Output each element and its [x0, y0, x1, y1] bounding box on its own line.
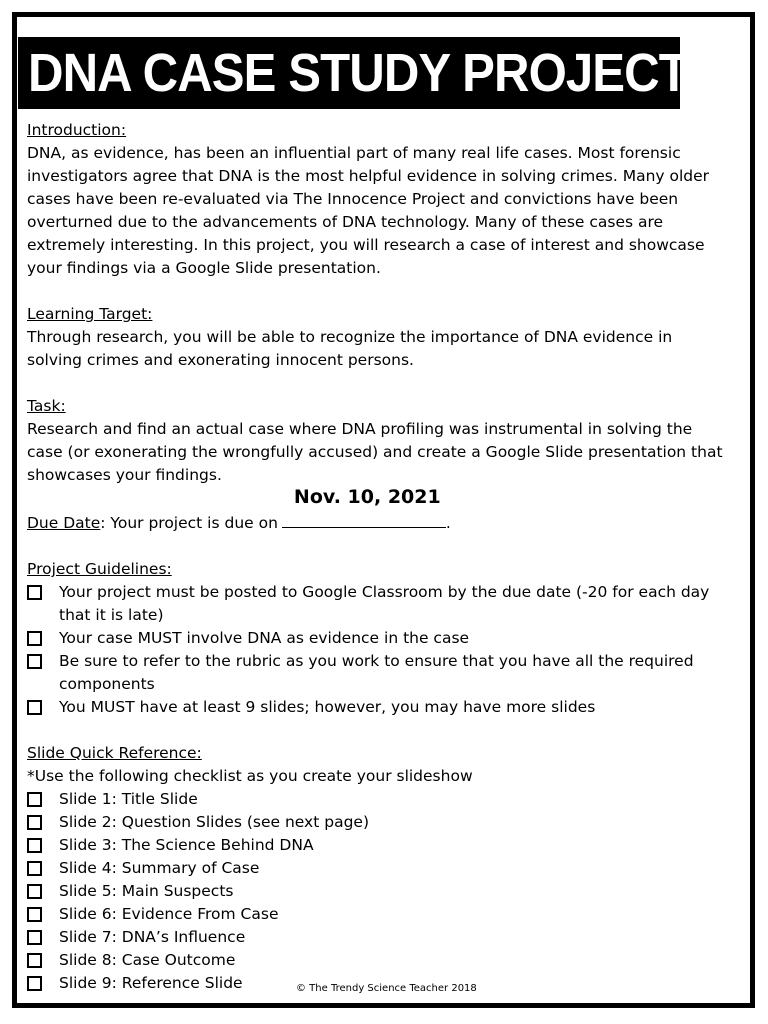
checklist-label: Slide 5: Main Suspects — [59, 882, 234, 900]
due-date-period: . — [445, 514, 451, 532]
checkbox-icon[interactable] — [27, 792, 42, 807]
checkbox-icon[interactable] — [27, 815, 42, 830]
guideline-item — [27, 696, 727, 719]
checkbox-icon[interactable] — [27, 861, 42, 876]
text-line: cases have been re-evaluated via The Innocence Project and convictions have been — [27, 190, 679, 208]
text-line: Your case MUST involve DNA as evidence in the case — [59, 629, 470, 647]
document-body — [27, 119, 727, 995]
due-date-label: Due Date — [27, 514, 101, 532]
checklist-item — [27, 788, 727, 811]
due-date-line — [27, 486, 727, 535]
text-line: your findings via a Google Slide presentation. — [27, 259, 381, 277]
checklist-label: Slide 6: Evidence From Case — [59, 905, 279, 923]
checklist-label: Slide 7: DNA’s Influence — [59, 928, 246, 946]
checkbox-icon[interactable] — [27, 953, 42, 968]
checklist-item — [27, 903, 727, 926]
checklist-label: Slide 9: Reference Slide — [59, 974, 243, 992]
checklist-label: Slide 4: Summary of Case — [59, 859, 260, 877]
guideline-item — [27, 627, 727, 650]
text-line: Be sure to refer to the rubric as you work to ensure that you have all the required — [59, 652, 694, 670]
checkbox-icon[interactable] — [27, 976, 42, 991]
text-line: Through research, you will be able to recognize the importance of DNA evidence in — [27, 328, 673, 346]
text-line: solving crimes and exonerating innocent persons. — [27, 351, 414, 369]
copyright-footer: © The Trendy Science Teacher 2018 — [296, 983, 477, 994]
checklist-item — [27, 834, 727, 857]
text-line: extremely interesting. In this project, you will research a case of interest and showcase — [27, 236, 705, 254]
due-date-value: Nov. 10, 2021 — [293, 486, 441, 508]
quick-reference-heading: Slide Quick Reference: — [27, 744, 202, 762]
checklist-label: Slide 2: Question Slides (see next page) — [59, 813, 369, 831]
checklist-label: Slide 8: Case Outcome — [59, 951, 236, 969]
task-text — [27, 418, 727, 487]
guideline-item — [27, 581, 727, 627]
text-line: components — [59, 675, 155, 693]
checkbox-icon[interactable] — [27, 930, 42, 945]
checkbox-icon[interactable] — [27, 654, 42, 669]
checkbox-icon[interactable] — [27, 631, 42, 646]
task-heading: Task: — [27, 397, 66, 415]
guideline-item — [27, 650, 727, 696]
text-line: DNA, as evidence, has been an influential part of many real life cases. Most forensic — [27, 144, 681, 162]
checkbox-icon[interactable] — [27, 838, 42, 853]
text-line: You MUST have at least 9 slides; however, you may have more slides — [59, 698, 596, 716]
text-line: Research and find an actual case where DNA profiling was instrumental in solving the — [27, 420, 693, 438]
introduction-text — [27, 142, 727, 280]
due-date-blank — [282, 486, 446, 528]
text-line: case (or exonerating the wrongfully accused) and create a Google Slide presentation that — [27, 443, 723, 461]
checklist-label: Slide 3: The Science Behind DNA — [59, 836, 314, 854]
guidelines-heading: Project Guidelines: — [27, 560, 172, 578]
checklist-item — [27, 811, 727, 834]
guidelines-list — [27, 581, 727, 719]
due-date-text: : Your project is due on — [100, 514, 278, 532]
text-line: that it is late) — [59, 606, 164, 624]
checklist-item — [27, 926, 727, 949]
checklist-item — [27, 880, 727, 903]
title-banner — [18, 37, 688, 109]
quick-reference-note: *Use the following checklist as you create your slideshow — [27, 767, 473, 785]
text-line: overturned due to the advancements of DNA technology. Many of these cases are — [27, 213, 664, 231]
checkbox-icon[interactable] — [27, 884, 42, 899]
text-line: Your project must be posted to Google Classroom by the due date (-20 for each day — [59, 583, 710, 601]
learning-target-heading: Learning Target: — [27, 305, 153, 323]
checkbox-icon[interactable] — [27, 907, 42, 922]
checklist-item — [27, 857, 727, 880]
checklist-item — [27, 949, 727, 972]
text-line: showcases your findings. — [27, 466, 222, 484]
page-title: DNA CASE STUDY PROJECT — [28, 43, 688, 103]
learning-target-text — [27, 326, 727, 372]
checklist-label: Slide 1: Title Slide — [59, 790, 198, 808]
introduction-heading: Introduction: — [27, 121, 127, 139]
slide-checklist — [27, 788, 727, 995]
checkbox-icon[interactable] — [27, 700, 42, 715]
checkbox-icon[interactable] — [27, 585, 42, 600]
text-line: investigators agree that DNA is the most helpful evidence in solving crimes. Many older — [27, 167, 710, 185]
